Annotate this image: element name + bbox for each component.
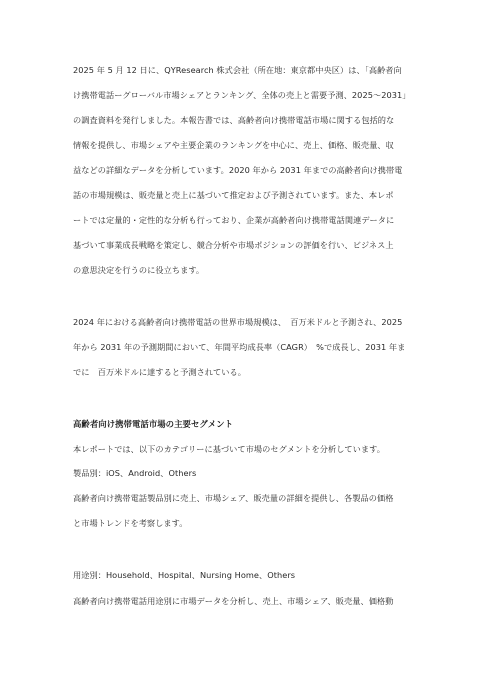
application-desc: 高齢者向け携帯電話用途別に市場データを分析し、売上、市場シェア、販売量、価格動 — [73, 596, 394, 606]
segment-intro: 本レポートでは、以下のカテゴリーに基づいて市場のセグメントを分析しています。 — [73, 444, 385, 454]
product-desc-line-1: 高齢者向け携帯電話製品別に売上、市場シェア、販売量の詳細を提供し、各製品の価格 — [73, 493, 394, 503]
application-label: 用途別：Household、Hospital、Nursing Home、Others — [73, 570, 296, 580]
intro-line-3: の調査資料を発行しました。本報告書では、高齢者向け携帯電話市場に関する包括的な — [73, 115, 395, 125]
product-label: 製品別：iOS、Android、Others — [73, 468, 197, 478]
intro-line-6: 話の市場規模は、販売量と売上に基づいて推定および予測されています。また、本レポ — [73, 190, 394, 200]
product-desc-line-2: と市場トレンドを考察します。 — [73, 518, 188, 528]
intro-line-2: け携帯電話ーグローバル市場シェアとランキング、全体の売上と需要予測、2025〜2031」 — [73, 90, 411, 100]
intro-line-7: ートでは定量的・定性的な分析も行っており、企業が高齢者向け携帯電話関連データに — [73, 215, 395, 225]
market-line-3: でに 百万米ドルに達すると予測されている。 — [73, 367, 246, 377]
intro-line-9: の意思決定を行うのに役立ちます。 — [73, 265, 205, 275]
segment-heading: 高齢者向け携帯電話市場の主要セグメント — [73, 419, 233, 429]
market-line-2: 年から 2031 年の予測期間において、年間平均成長率（CAGR） %で成長し、2031 年ま — [73, 342, 406, 352]
intro-line-4: 情報を提供し、市場シェアや主要企業のランキングを中心に、売上、価格、販売量、収 — [73, 140, 394, 150]
market-line-1: 2024 年における高齢者向け携帯電話の世界市場規模は、 百万米ドルと予測され、2025 — [73, 317, 403, 327]
intro-line-5: 益などの詳細なデータを分析しています。2020 年から 2031 年までの高齢者向け携帯電 — [73, 165, 403, 175]
intro-line-8: 基づいて事業成長戦略を策定し、競合分析や市場ポジションの評価を行い、ビジネス上 — [73, 240, 394, 250]
intro-line-1: 2025 年 5 月 12 日に、QYResearch 株式会社（所在地：東京都中央区）は、「高齢者向 — [73, 65, 402, 75]
